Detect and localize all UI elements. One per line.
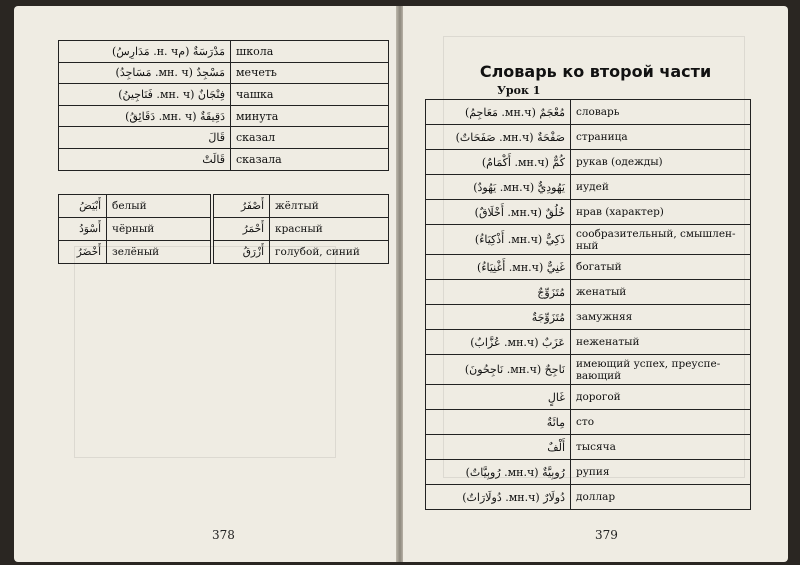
- table-row: [426, 175, 751, 200]
- arabic-word: دُولَارٌ (мн.ч. دُولَارَاتٌ): [426, 485, 571, 510]
- page-number-left: 378: [212, 528, 235, 542]
- arabic-word: خُلُقٌ (мн.ч. أَخْلَاقٌ): [426, 200, 571, 225]
- russian-translation: неженатый: [571, 330, 751, 355]
- arabic-word: رُوبِيَّةٌ (мн.ч. رُوبِيَّاتٌ): [426, 460, 571, 485]
- arabic-word: أَصْفَرُ: [212, 195, 270, 218]
- arabic-word: غَالٍ: [426, 385, 571, 410]
- arabic-word: مُتَزَوِّجَةٌ: [426, 305, 571, 330]
- right-page: [403, 6, 788, 562]
- russian-translation: зелёный: [107, 241, 212, 264]
- table-row: [59, 241, 389, 264]
- arabic-word: أَسْوَدُ: [59, 218, 107, 241]
- russian-translation: сказал: [231, 127, 389, 149]
- arabic-word: مُعْجَمٌ (мн.ч. مَعَاجِمُ): [426, 100, 571, 125]
- arabic-word: غَنِيٌّ (мн.ч. أَغْنِيَاءُ): [426, 255, 571, 280]
- russian-translation: мечеть: [231, 62, 389, 84]
- table-row: [59, 148, 389, 170]
- arabic-word: كُمٌّ (мн.ч. أَكْمَامٌ): [426, 150, 571, 175]
- table-row: [426, 410, 751, 435]
- table-row: [426, 100, 751, 125]
- table-row: [59, 62, 389, 84]
- russian-translation: сто: [571, 410, 751, 435]
- russian-translation: сказала: [231, 148, 389, 170]
- arabic-word: دَقِيقَةٌ (мн. ч. دَقَائِقُ): [59, 105, 231, 127]
- russian-translation: красный: [270, 218, 389, 241]
- table-row: [426, 385, 751, 410]
- arabic-word: يَهُودِيٌّ (мн.ч. يَهُودٌ): [426, 175, 571, 200]
- table-row: [59, 195, 389, 218]
- russian-translation: нрав (характер): [571, 200, 751, 225]
- colors-table: [58, 194, 389, 264]
- russian-translation: минута: [231, 105, 389, 127]
- table-row: [59, 41, 389, 63]
- table-row: [426, 485, 751, 510]
- arabic-word: مَدْرَسَةٌ (مн. ч. مَدَارِسُ): [59, 41, 231, 63]
- table-row: [59, 127, 389, 149]
- table-row: [59, 218, 389, 241]
- arabic-word: قَالَ: [59, 127, 231, 149]
- table-row: [426, 460, 751, 485]
- russian-translation: сообразительный, смышлен-ный: [571, 225, 751, 255]
- table-row: [426, 330, 751, 355]
- lesson-heading: Урок 1: [497, 84, 541, 97]
- table-row: [426, 435, 751, 460]
- page-title: Словарь ко второй части: [479, 62, 712, 81]
- table-row: [426, 150, 751, 175]
- russian-translation: тысяча: [571, 435, 751, 460]
- arabic-word: قَالَتْ: [59, 148, 231, 170]
- arabic-word: مِائَةٌ: [426, 410, 571, 435]
- table-row: [426, 125, 751, 150]
- arabic-word: صَفْحَةٌ (мн.ч. صَفَحَاتٌ): [426, 125, 571, 150]
- arabic-word: عَزَبٌ (мн.ч. عُزَّابٌ): [426, 330, 571, 355]
- russian-translation: страница: [571, 125, 751, 150]
- table-row: [59, 105, 389, 127]
- table-row: [426, 225, 751, 255]
- arabic-word: أَزْرَقُ: [212, 241, 270, 264]
- russian-translation: имеющий успех, преуспе-вающий: [571, 355, 751, 385]
- arabic-word: فِنْجَانٌ (мн. ч. فَنَاجِينُ): [59, 84, 231, 106]
- table-row: [426, 280, 751, 305]
- arabic-word: أَلْفٌ: [426, 435, 571, 460]
- table-row: [426, 255, 751, 280]
- left-page: [14, 6, 397, 562]
- russian-translation: чёрный: [107, 218, 212, 241]
- arabic-word: مَسْجِدٌ (мн. ч. مَسَاجِدُ): [59, 62, 231, 84]
- russian-translation: рупия: [571, 460, 751, 485]
- russian-translation: жёлтый: [270, 195, 389, 218]
- vocab-table-left: [58, 40, 389, 171]
- arabic-word: أَحْمَرُ: [212, 218, 270, 241]
- table-row: [426, 200, 751, 225]
- show-through-shadow: [74, 246, 336, 458]
- russian-translation: дорогой: [571, 385, 751, 410]
- table-row: [426, 355, 751, 385]
- russian-translation: доллар: [571, 485, 751, 510]
- russian-translation: женатый: [571, 280, 751, 305]
- russian-translation: рукав (одежды): [571, 150, 751, 175]
- table-row: [426, 305, 751, 330]
- table-row: [59, 84, 389, 106]
- arabic-word: أَبْيَضُ: [59, 195, 107, 218]
- arabic-word: أَخْضَرُ: [59, 241, 107, 264]
- page-number-right: 379: [595, 528, 618, 542]
- russian-translation: голубой, синий: [270, 241, 389, 264]
- russian-translation: словарь: [571, 100, 751, 125]
- russian-translation: школа: [231, 41, 389, 63]
- arabic-word: نَاجِحٌ (мн.ч. نَاجِحُونَ): [426, 355, 571, 385]
- russian-translation: замужняя: [571, 305, 751, 330]
- vocab-table-right: [425, 99, 751, 510]
- russian-translation: богатый: [571, 255, 751, 280]
- russian-translation: чашка: [231, 84, 389, 106]
- russian-translation: белый: [107, 195, 212, 218]
- arabic-word: ذَكِيٌّ (мн.ч. أَذْكِيَاءُ): [426, 225, 571, 255]
- russian-translation: иудей: [571, 175, 751, 200]
- arabic-word: مُتَزَوِّجٌ: [426, 280, 571, 305]
